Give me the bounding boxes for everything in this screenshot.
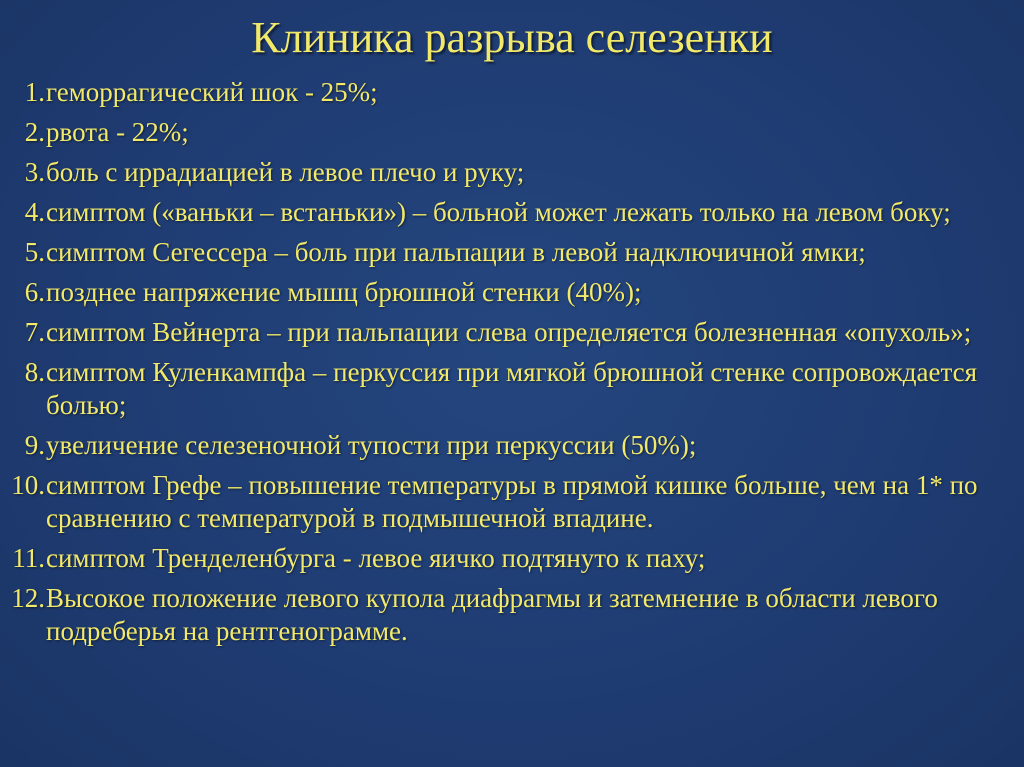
item-text: симптом Куленкампфа – перкуссия при мягкой брюшной стенке сопровождается болью;: [46, 357, 978, 420]
item-number: 9.: [24, 430, 45, 460]
item-text: позднее напряжение мышц брюшной стенки (40%);: [46, 277, 642, 307]
item-text: рвота - 22%;: [46, 117, 189, 147]
item-number: 1.: [24, 77, 45, 107]
item-number: 10.: [11, 470, 45, 500]
list-item: [0, 276, 1024, 309]
item-number: 11.: [12, 543, 45, 573]
item-number: 12.: [11, 583, 45, 613]
list-item: [0, 316, 1024, 349]
list-item: [0, 76, 1024, 109]
item-number: 5.: [24, 237, 45, 267]
list-item: [0, 469, 1024, 535]
item-text: симптом Вейнерта – при пальпации слева определяется болезненная «опухоль»;: [46, 317, 972, 347]
list-item: [0, 116, 1024, 149]
item-number: 8.: [24, 357, 45, 387]
list-item: [0, 236, 1024, 269]
list-item: [0, 429, 1024, 462]
item-number: 2.: [24, 117, 45, 147]
slide-title: Клиника разрыва селезенки: [251, 13, 773, 62]
item-number: 4.: [24, 197, 45, 227]
list-item: [0, 542, 1024, 575]
item-text: симптом Грефе – повышение температуры в прямой кишке больше, чем на 1* по сравнению с температурой в подмышечной впадине.: [46, 470, 978, 533]
list-item: [0, 356, 1024, 422]
item-text: боль с иррадиацией в левое плечо и руку;: [46, 157, 525, 187]
list-item: [0, 582, 1024, 648]
item-text: симптом («ваньки – встаньки») – больной может лежать только на левом боку;: [46, 197, 951, 227]
item-text: симптом Тренделенбурга - левое яичко подтянуто к паху;: [46, 543, 706, 573]
item-text: Высокое положение левого купола диафрагмы и затемнение в области левого подреберья на рентгенограмме.: [46, 583, 938, 646]
item-number: 7.: [24, 317, 45, 347]
symptom-list: [0, 76, 1024, 655]
item-text: симптом Сегессера – боль при пальпации в левой надключичной ямки;: [46, 237, 866, 267]
list-item: [0, 156, 1024, 189]
item-text: увеличение селезеночной тупости при перкуссии (50%);: [46, 430, 697, 460]
item-text: геморрагический шок - 25%;: [46, 77, 378, 107]
list-item: [0, 196, 1024, 229]
item-number: 3.: [24, 157, 45, 187]
item-number: 6.: [24, 277, 45, 307]
